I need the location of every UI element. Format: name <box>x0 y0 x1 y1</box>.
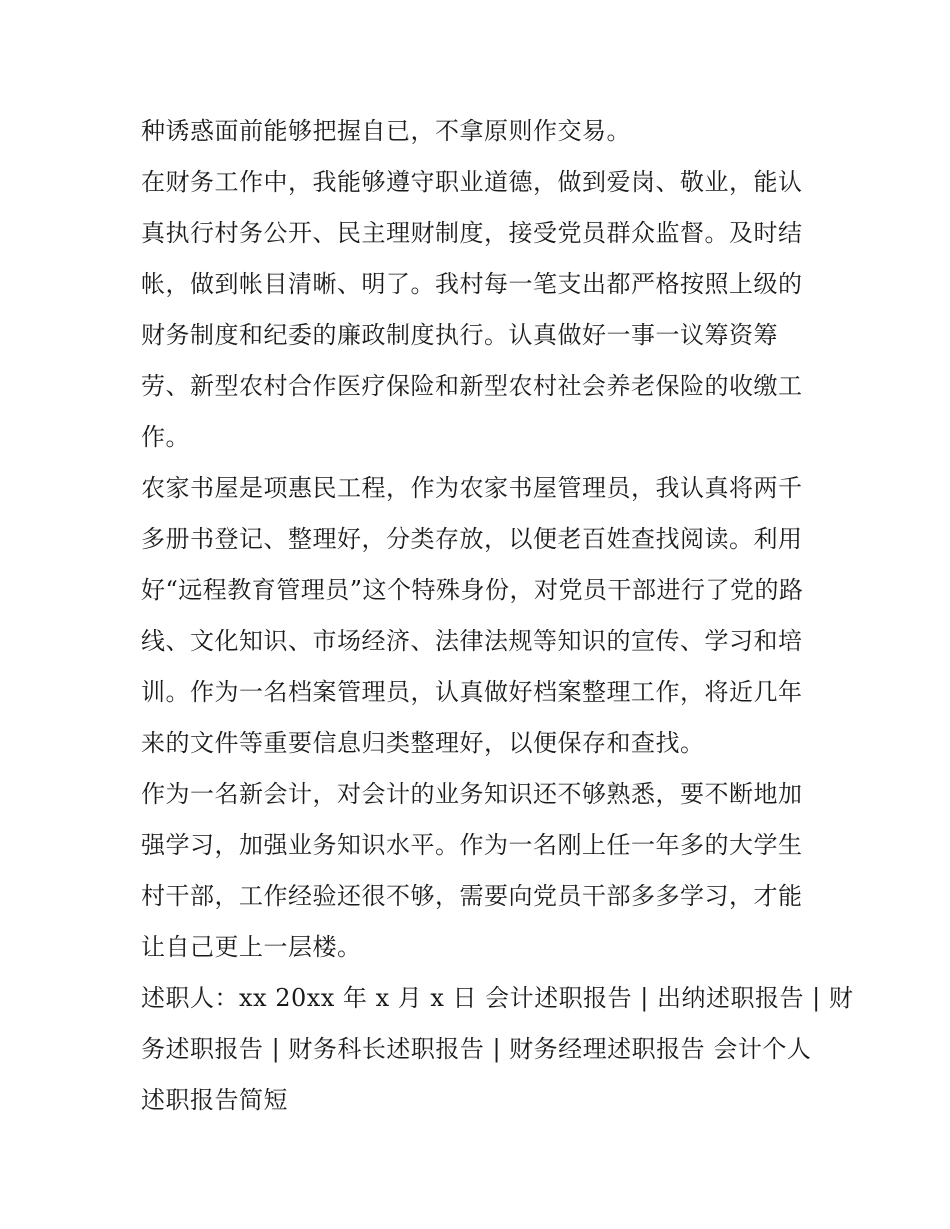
text-line: 多册书登记、整理好，分类存放，以便老百姓查找阅读。利用 <box>141 525 803 553</box>
text-line: 务述职报告 | 财务科长述职报告 | 财务经理述职报告 会计个人 <box>141 1035 812 1063</box>
text-line: 作为一名新会计，对会计的业务知识还不够熟悉，要不断地加 <box>141 780 803 808</box>
text-line: 让自己更上一层楼。 <box>141 933 362 961</box>
text-line: 训。作为一名档案管理员，认真做好档案整理工作，将近几年 <box>141 678 803 706</box>
text-line: 种诱惑面前能够把握自已，不拿原则作交易。 <box>141 117 631 145</box>
text-line: 在财务工作中，我能够遵守职业道德，做到爱岗、敬业，能认 <box>141 168 803 196</box>
text-line: 述职人：xx 20xx 年 x 月 x 日 会计述职报告 | 出纳述职报告 | 财 <box>141 984 854 1012</box>
text-line: 帐，做到帐目清晰、明了。我村每一笔支出都严格按照上级的 <box>141 270 803 298</box>
text-line: 强学习，加强业务知识水平。作为一名刚上任一年多的大学生 <box>141 831 803 859</box>
text-line: 村干部，工作经验还很不够，需要向党员干部多多学习，才能 <box>141 882 803 910</box>
text-line: 作。 <box>141 423 190 451</box>
document-body <box>141 106 854 1126</box>
text-line: 来的文件等重要信息归类整理好，以便保存和查找。 <box>141 729 705 757</box>
text-line: 好“远程教育管理员”这个特殊身份，对党员干部进行了党的路 <box>141 576 804 604</box>
text-line: 真执行村务公开、民主理财制度，接受党员群众监督。及时结 <box>141 219 803 247</box>
text-line: 线、文化知识、市场经济、法律法规等知识的宣传、学习和培 <box>141 627 803 655</box>
text-line: 财务制度和纪委的廉政制度执行。认真做好一事一议筹资筹 <box>141 321 778 349</box>
text-line: 述职报告简短 <box>141 1086 288 1114</box>
text-line: 劳、新型农村合作医疗保险和新型农村社会养老保险的收缴工 <box>141 372 803 400</box>
text-line: 农家书屋是项惠民工程，作为农家书屋管理员，我认真将两千 <box>141 474 803 502</box>
